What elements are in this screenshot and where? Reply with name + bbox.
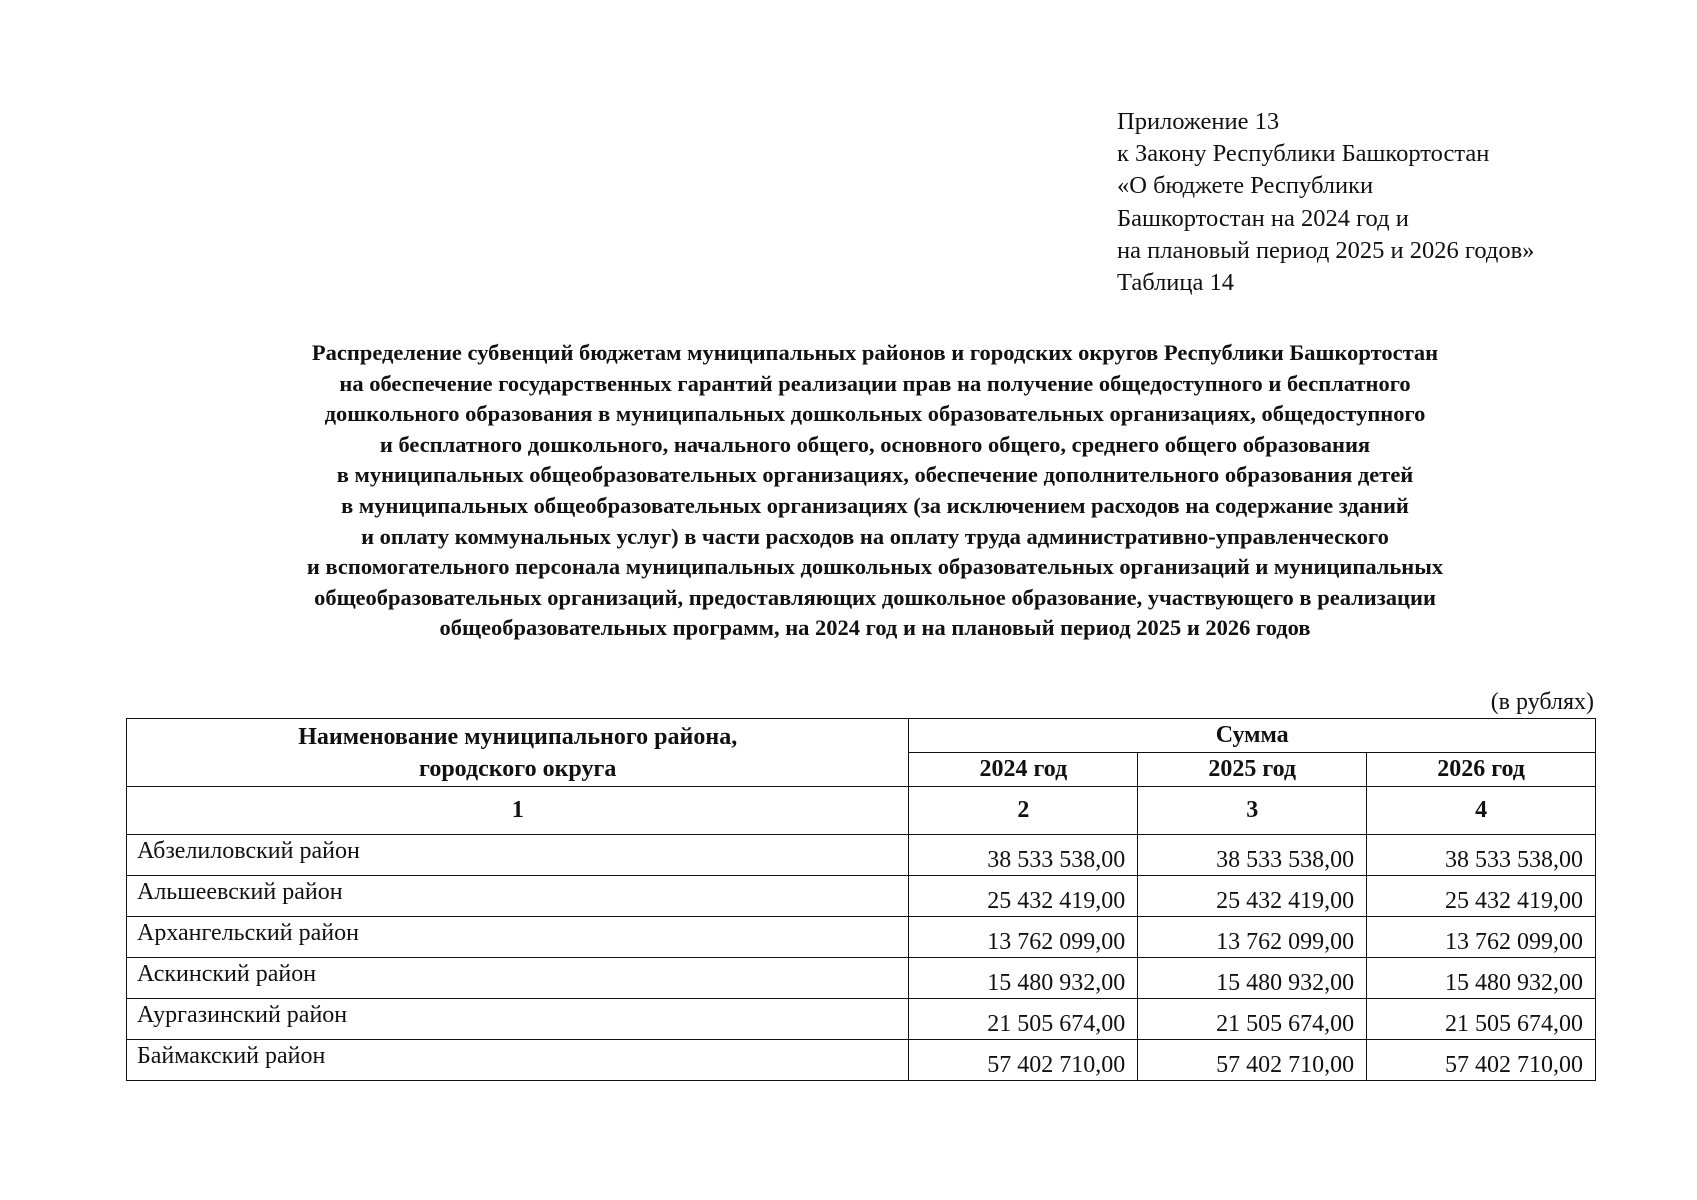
column-number: 1 bbox=[127, 787, 909, 835]
amount-2026: 15 480 932,00 bbox=[1367, 958, 1596, 999]
title-line: в муниципальных общеобразовательных организациях, обеспечение дополнительного образования детей bbox=[336, 462, 1414, 488]
table-row bbox=[127, 876, 1596, 917]
amount-2025: 38 533 538,00 bbox=[1138, 835, 1367, 876]
appendix-line: к Закону Республики Башкортостан bbox=[1117, 140, 1490, 168]
header-row bbox=[127, 719, 1596, 753]
title-line: Распределение субвенций бюджетам муниципальных районов и городских округов Республики Башкортостан bbox=[311, 340, 1439, 365]
amount-2025: 13 762 099,00 bbox=[1138, 917, 1367, 958]
appendix-line: «О бюджете Республики bbox=[1117, 172, 1374, 200]
table-row bbox=[127, 999, 1596, 1040]
units-note: (в рублях) bbox=[1490, 689, 1594, 715]
amount-2025: 25 432 419,00 bbox=[1138, 876, 1367, 917]
amount-2025: 21 505 674,00 bbox=[1138, 999, 1367, 1040]
table-number: Таблица 14 bbox=[1117, 269, 1235, 297]
amount-2024: 15 480 932,00 bbox=[909, 958, 1138, 999]
title-line: дошкольного образования в муниципальных дошкольных образовательных организациях, общедоступного bbox=[324, 401, 1426, 427]
amount-2024: 25 432 419,00 bbox=[909, 876, 1138, 917]
municipality-name: Архангельский район bbox=[127, 917, 909, 958]
amount-2024: 38 533 538,00 bbox=[909, 835, 1138, 876]
amount-2026: 21 505 674,00 bbox=[1367, 999, 1596, 1040]
title-line: в муниципальных общеобразовательных организациях (за исключением расходов на содержание зданий bbox=[341, 492, 1409, 518]
title-line: общеобразовательных программ, на 2024 год и на плановый период 2025 и 2026 годов bbox=[439, 615, 1311, 641]
header-year-2024: 2024 год bbox=[909, 753, 1138, 787]
title-line: и бесплатного дошкольного, начального общего, основного общего, среднего общего образования bbox=[379, 431, 1371, 457]
amount-2024: 13 762 099,00 bbox=[909, 917, 1138, 958]
table-row bbox=[127, 835, 1596, 876]
amount-2026: 13 762 099,00 bbox=[1367, 917, 1596, 958]
appendix-line: Приложение 13 bbox=[1117, 108, 1280, 135]
column-number: 2 bbox=[909, 787, 1138, 835]
header-municipality-line2: городского округа bbox=[419, 755, 617, 782]
amount-2026: 57 402 710,00 bbox=[1367, 1040, 1596, 1081]
column-number: 4 bbox=[1367, 787, 1596, 835]
column-number: 3 bbox=[1138, 787, 1367, 835]
table-row bbox=[127, 917, 1596, 958]
header-municipality bbox=[127, 719, 909, 787]
amount-2024: 21 505 674,00 bbox=[909, 999, 1138, 1040]
appendix-line: на плановый период 2025 и 2026 годов» bbox=[1117, 236, 1535, 264]
municipality-name: Аургазинский район bbox=[127, 999, 909, 1040]
title-line: и оплату коммунальных услуг) в части расходов на оплату труда административно-управленческого bbox=[361, 523, 1389, 549]
amount-2024: 57 402 710,00 bbox=[909, 1040, 1138, 1081]
table-row bbox=[127, 958, 1596, 999]
header-year-2026: 2026 год bbox=[1367, 753, 1596, 787]
title-line: и вспомогательного персонала муниципальных дошкольных образовательных организаций и муниципальных bbox=[306, 554, 1444, 580]
document-title bbox=[140, 338, 1610, 644]
municipality-name: Аскинский район bbox=[127, 958, 909, 999]
amount-2026: 38 533 538,00 bbox=[1367, 835, 1596, 876]
header-municipality-line1: Наименование муниципального района, bbox=[298, 723, 738, 750]
title-line: общеобразовательных организаций, предоставляющих дошкольное образование, участвующего в реализации bbox=[314, 584, 1436, 610]
amount-2025: 57 402 710,00 bbox=[1138, 1040, 1367, 1081]
municipality-name: Альшеевский район bbox=[127, 876, 909, 917]
subvention-table bbox=[126, 718, 1596, 1081]
title-line: на обеспечение государственных гарантий реализации прав на получение общедоступного и бесплатного bbox=[339, 370, 1411, 396]
appendix-reference bbox=[1117, 106, 1534, 299]
amount-2026: 25 432 419,00 bbox=[1367, 876, 1596, 917]
header-sum: Сумма bbox=[909, 719, 1596, 753]
municipality-name: Абзелиловский район bbox=[127, 835, 909, 876]
appendix-line: Башкортостан на 2024 год и bbox=[1117, 204, 1409, 232]
header-year-2025: 2025 год bbox=[1138, 753, 1367, 787]
table-row bbox=[127, 1040, 1596, 1081]
municipality-name: Баймакский район bbox=[127, 1040, 909, 1081]
amount-2025: 15 480 932,00 bbox=[1138, 958, 1367, 999]
column-numbers-row bbox=[127, 787, 1596, 835]
